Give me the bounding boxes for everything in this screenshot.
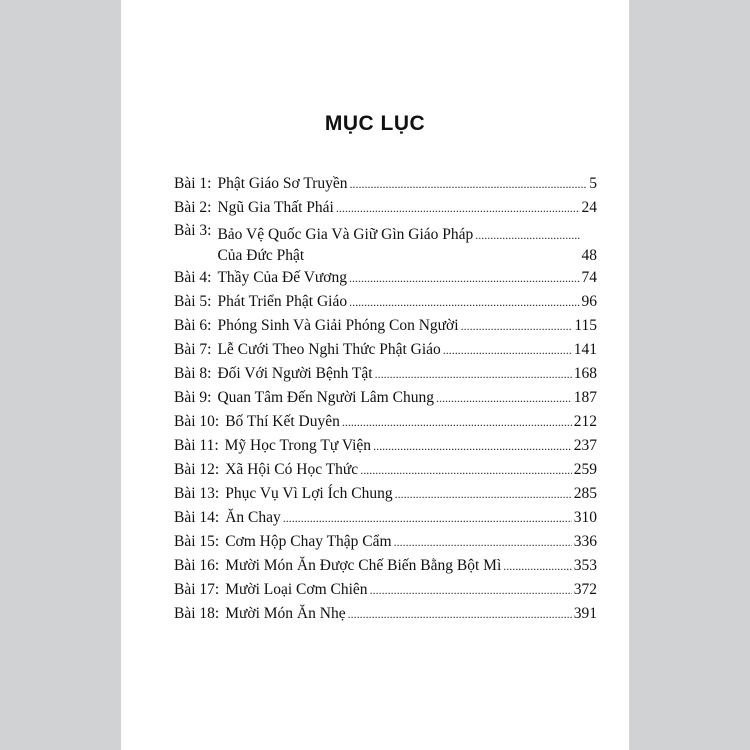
entry-title: Mười Loại Cơm Chiên — [225, 581, 368, 598]
entry-title: Thầy Của Đế Vương — [217, 269, 347, 286]
toc-entry — [174, 458, 597, 482]
toc-entry — [174, 530, 597, 554]
entry-title: Bảo Vệ Quốc Gia Và Giữ Gìn Giáo Pháp Của Đức Phật — [217, 226, 474, 264]
entry-page-number: 372 — [573, 581, 597, 598]
entry-number: Bài 1: — [174, 175, 212, 192]
dot-leader — [503, 554, 572, 578]
entry-title: Xã Hội Có Học Thức — [225, 461, 359, 478]
toc-entry — [174, 602, 597, 626]
toc-entry — [174, 290, 597, 314]
entry-page-number: 96 — [581, 293, 597, 310]
dot-leader — [370, 578, 572, 602]
entry-number: Bài 9: — [174, 389, 212, 406]
entry-page-number: 336 — [573, 533, 597, 550]
dot-leader — [475, 225, 579, 246]
entry-title: Phát Triển Phật Giáo — [217, 293, 348, 310]
entry-title: Ăn Chay — [225, 509, 281, 526]
entry-number: Bài 12: — [174, 461, 220, 478]
toc-entry — [174, 220, 597, 266]
entry-number: Bài 4: — [174, 269, 212, 286]
toc-entry — [174, 410, 597, 434]
toc-entry — [174, 266, 597, 290]
dot-leader — [394, 530, 572, 554]
dot-leader — [350, 172, 588, 196]
entry-number: Bài 3: — [174, 222, 212, 239]
entry-page-number: 115 — [574, 317, 597, 334]
entry-title: Quan Tâm Đến Người Lâm Chung — [217, 389, 434, 406]
toc-entry — [174, 196, 597, 220]
entry-number: Bài 11: — [174, 437, 219, 454]
entry-page-number: 24 — [581, 199, 597, 216]
dot-leader — [283, 506, 572, 530]
toc-entry — [174, 362, 597, 386]
toc-entry — [174, 578, 597, 602]
entry-number: Bài 13: — [174, 485, 220, 502]
table-of-contents — [174, 172, 597, 626]
entry-page-number: 48 — [581, 247, 597, 264]
entry-number: Bài 15: — [174, 533, 220, 550]
entry-number: Bài 10: — [174, 413, 220, 430]
entry-page-number: 187 — [573, 389, 597, 406]
entry-page-number: 353 — [573, 557, 597, 574]
entry-number: Bài 16: — [174, 557, 220, 574]
entry-title: Phật Giáo Sơ Truyền — [217, 175, 348, 192]
toc-entry — [174, 482, 597, 506]
entry-page-number: 141 — [573, 341, 597, 358]
entry-title: Phóng Sinh Và Giải Phóng Con Người — [217, 317, 459, 334]
entry-title: Cơm Hộp Chay Thập Cẩm — [225, 533, 392, 550]
entry-page-number: 237 — [573, 437, 597, 454]
entry-page-number: 212 — [573, 413, 597, 430]
entry-page-number: 285 — [573, 485, 597, 502]
entry-title: Đối Với Người Bệnh Tật — [217, 365, 373, 382]
book-page — [121, 0, 629, 750]
entry-number: Bài 8: — [174, 365, 212, 382]
entry-number: Bài 7: — [174, 341, 212, 358]
dot-leader — [461, 314, 573, 338]
entry-title: Mười Món Ăn Được Chế Biến Bằng Bột Mì — [225, 557, 502, 574]
dot-leader — [443, 338, 572, 362]
toc-entry — [174, 338, 597, 362]
toc-entry — [174, 172, 597, 196]
toc-entry — [174, 554, 597, 578]
entry-title: Lễ Cưới Theo Nghi Thức Phật Giáo — [217, 341, 441, 358]
toc-entry — [174, 506, 597, 530]
entry-page-number: 74 — [581, 269, 597, 286]
dot-leader — [395, 482, 572, 506]
entry-page-number: 310 — [573, 509, 597, 526]
toc-entry — [174, 386, 597, 410]
dot-leader — [360, 458, 572, 482]
entry-title: Bố Thí Kết Duyên — [225, 413, 340, 430]
entry-number: Bài 14: — [174, 509, 220, 526]
entry-number: Bài 18: — [174, 605, 220, 622]
dot-leader — [348, 602, 572, 626]
toc-entry — [174, 314, 597, 338]
dot-leader — [375, 362, 572, 386]
dot-leader — [336, 196, 580, 220]
dot-leader — [373, 434, 572, 458]
entry-number: Bài 6: — [174, 317, 212, 334]
entry-title: Phục Vụ Vì Lợi Ích Chung — [225, 485, 393, 502]
entry-page-number: 259 — [573, 461, 597, 478]
page-title: MỤC LỤC — [324, 112, 426, 135]
entry-page-number: 168 — [573, 365, 597, 382]
entry-title: Mỹ Học Trong Tự Viện — [224, 437, 372, 454]
entry-page-number: 391 — [573, 605, 597, 622]
dot-leader — [342, 410, 572, 434]
entry-title: Ngũ Gia Thất Phái — [217, 199, 334, 216]
dot-leader — [436, 386, 572, 410]
entry-number: Bài 17: — [174, 581, 220, 598]
entry-page-number: 5 — [589, 175, 597, 192]
entry-number: Bài 5: — [174, 293, 212, 310]
entry-number: Bài 2: — [174, 199, 212, 216]
dot-leader — [349, 266, 580, 290]
dot-leader — [349, 290, 579, 314]
entry-title: Mười Món Ăn Nhẹ — [225, 605, 346, 622]
toc-entry — [174, 434, 597, 458]
